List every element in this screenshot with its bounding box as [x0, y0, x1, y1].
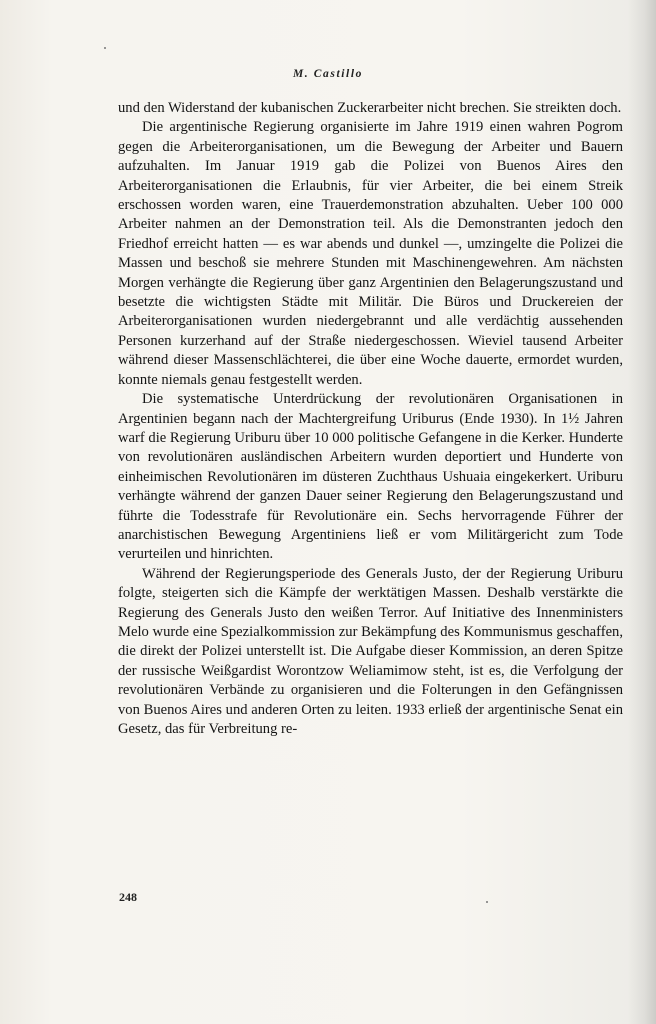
running-header: M. Castillo [292, 68, 363, 80]
paragraph: Während der Regierungsperiode des Generals Justo, der der Regierung Uriburu folgte, steigerten sich die Kämpfe der werktätigen Massen. Deshalb verstärkte die Regierung des Generals Justo den weißen Terror. Auf Initiative des Innenministers Melo wurde eine Spezialkommission zur Bekämpfung des Kommunismus geschaffen, die direkt der Polizei unterstellt ist. Die Aufgabe dieser Kommission, an deren Spitze der russische Weißgardist Worontzow Weliamimow steht, ist es, die Verfolgung der revolutionären Verbände zu organisieren und die Folterungen in den Gefängnissen von Buenos Aires und anderen Orten zu leiten. 1933 erließ der argentinische Senat ein Gesetz, das für Verbreitung re- [118, 565, 623, 737]
page-number: 248 [119, 890, 137, 904]
speck [104, 47, 106, 49]
paragraph: und den Widerstand der kubanischen Zuckerarbeiter nicht brechen. Sie streikten doch. [118, 100, 622, 116]
page-edge-shadow [628, 0, 656, 1024]
paragraph: Die argentinische Regierung organisierte im Jahre 1919 einen wahren Pogrom gegen die Arbeiterorganisationen, um die Bewegung der Arbeiter und Bauern aufzuhalten. Im Januar 1919 gab die Polizei von Buenos Aires den Arbeiterorganisationen die Erlaubnis, für vier Arbeiter, die bei einem Streik erschossen worden waren, eine Trauerdemonstration abzuhalten. Ueber 100 000 Arbeiter nahmen an der Demonstration teil. Als die Demonstranten jedoch den Friedhof erreicht hatten — es war abends und dunkel —, umzingelte die Polizei die Massen und beschoß sie mehrere Stunden mit Maschinengewehren. Am nächsten Morgen verhängte die Regierung über ganz Argentinien den Belagerungszustand und besetzte die wichtigsten Städte mit Militär. Die Büros und Druckereien der Arbeiterorganisationen wurden niedergebrannt und alle verdächtig aussehenden Personen kurzerhand auf der Straße niedergeschossen. Wieviel tausend Arbeiter während dieser Massenschlächterei, die über eine Woche dauerte, ermordet wurden, konnte niemals genau festgestellt werden. [118, 119, 623, 388]
speck [486, 901, 488, 903]
body-text [118, 99, 623, 739]
paragraph: Die systematische Unterdrückung der revolutionären Organisationen in Argentinien begann nach der Machtergreifung Uriburus (Ende 1930). In 1½ Jahren warf die Regierung Uriburu über 10 000 politische Gefangene in die Kerker. Hunderte von revolutionären ausländischen Arbeitern wurden deportiert und Hunderte von einheimischen Revolutionären im düsteren Zuchthaus Ushuaia eingekerkert. Uriburu verhängte während der ganzen Dauer seiner Regierung den Belagerungszustand und führte die Todesstrafe für Revolutionäre ein. Sechs hervorragende Führer der anarchistischen Bewegung Argentiniens ließ er vom Militärgericht zum Tode verurteilen und hinrichten. [118, 391, 623, 563]
